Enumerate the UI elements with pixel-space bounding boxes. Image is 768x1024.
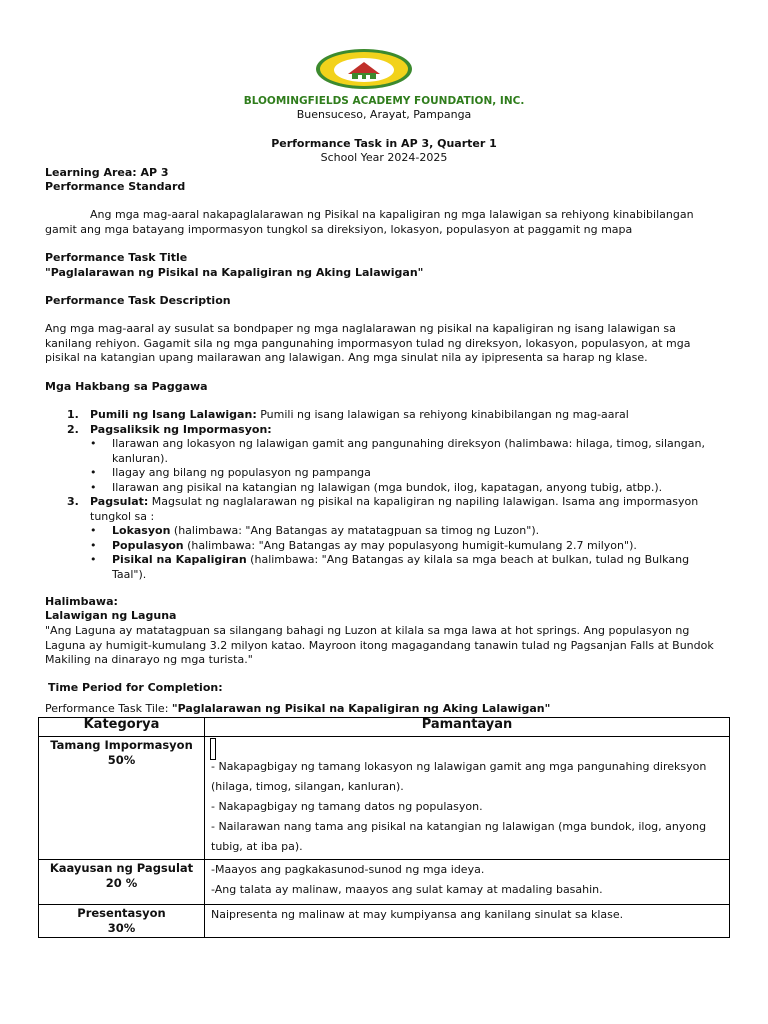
bullet-item: • Ilarawan ang pisikal na katangian ng lalawigan (mga bundok, ilog, kapatagan, anyong tubig, atbp.). bbox=[90, 480, 663, 494]
bullet-icon: • bbox=[90, 466, 97, 479]
step-text: Magsulat ng naglalarawan ng pisikal na kapaligiran ng napiling lalawigan. Isama ang impormasyon tungkol sa : bbox=[90, 495, 699, 523]
criterion-text: - Nakapagbigay ng tamang datos ng populasyon. bbox=[211, 800, 483, 813]
table-row bbox=[39, 737, 730, 860]
category-cell bbox=[39, 737, 205, 860]
bullet-item: • Ilagay ang bilang ng populasyon ng pampanga bbox=[90, 466, 371, 479]
bullet-item: • Populasyon (halimbawa: "Ang Batangas ay may populasyong humigit-kumulang 2.7 milyon"). bbox=[90, 538, 637, 552]
example-subheading: Lalawigan ng Laguna bbox=[45, 609, 177, 622]
bullet-item: • Ilarawan ang lokasyon ng lalawigan gamit ang pangunahing direksyon (halimbawa: hilaga, timog, silangan, kanluran). bbox=[90, 437, 705, 465]
step-label: Pagsulat: bbox=[90, 495, 149, 508]
category-cell bbox=[39, 860, 205, 905]
step-label: Pumili ng Isang Lalawigan: bbox=[90, 408, 257, 421]
table-header-row bbox=[39, 718, 730, 737]
rubric-caption-prefix: Performance Task Tile: bbox=[45, 702, 172, 715]
table-row bbox=[39, 860, 730, 905]
category-cell bbox=[39, 905, 205, 938]
criteria-cell bbox=[205, 860, 730, 905]
example-heading: Halimbawa: bbox=[45, 595, 118, 608]
bullet-icon: • bbox=[90, 553, 97, 566]
criterion-text: - Nailarawan nang tama ang pisikal na katangian ng lalawigan (mga bundok, ilog, anyong tubig, at iba pa). bbox=[211, 820, 707, 853]
rubric-table bbox=[38, 717, 730, 938]
bullet-icon: • bbox=[90, 538, 97, 552]
time-period-heading: Time Period for Completion: bbox=[48, 681, 223, 694]
steps-list bbox=[45, 408, 720, 582]
task-title-heading: Performance Task Title bbox=[45, 251, 188, 264]
learning-area: Learning Area: AP 3 bbox=[45, 166, 169, 179]
step-number: 3. bbox=[67, 495, 79, 508]
bullet-item: • Pisikal na Kapaligiran (halimbawa: "Ang Batangas ay kilala sa mga beach at bulkan, tulad ng Bulkang Taal"). bbox=[90, 553, 690, 581]
step-item bbox=[45, 495, 720, 524]
rubric-caption-title: "Paglalarawan ng Pisikal na Kapaligiran ng Aking Lalawigan" bbox=[171, 702, 551, 715]
criteria-cell bbox=[205, 737, 730, 860]
bullet-icon: • bbox=[90, 437, 97, 450]
bullet-icon: • bbox=[90, 480, 97, 494]
criteria-cell bbox=[205, 905, 730, 938]
step-bullets bbox=[0, 524, 720, 582]
category-name: Tamang Impormasyon bbox=[50, 738, 193, 752]
step-bullets bbox=[0, 437, 720, 495]
category-weight: 50% bbox=[107, 752, 136, 767]
category-name: Presentasyon bbox=[77, 906, 166, 920]
category-name: Kaayusan ng Pagsulat bbox=[49, 861, 194, 875]
step-label: Pagsaliksik ng Impormasyon: bbox=[90, 422, 272, 436]
category-weight: 20 % bbox=[105, 875, 138, 890]
school-logo bbox=[314, 48, 414, 90]
criterion-text: -Maayos ang pagkakasunod-sunod ng mga ideya. bbox=[211, 863, 485, 876]
step-number: 1. bbox=[67, 408, 79, 421]
steps-heading: Mga Hakbang sa Paggawa bbox=[45, 380, 208, 393]
table-row bbox=[39, 905, 730, 938]
bullet-icon: • bbox=[90, 524, 97, 537]
column-header: Pamantayan bbox=[205, 718, 730, 737]
performance-standard-heading: Performance Standard bbox=[45, 180, 186, 193]
criterion-text: Naipresenta ng malinaw at may kumpiyansa ang kanilang sinulat sa klase. bbox=[211, 908, 624, 921]
task-description: Ang mga mag-aaral ay susulat sa bondpaper ng mga naglalarawan ng pisikal na kapaligiran ng isang lalawigan sa kanilang rehiyon. Gagamit sila ng mga pangunahing impormasyon tulad ng direksyon, lokasyon, populasyon, at mga pisikal na katangian upang mailarawan ang lalawigan. Ang mga sinulat nila ay ipipresenta sa harap ng klase. bbox=[45, 322, 691, 364]
step-text: Pumili ng isang lalawigan sa rehiyong kinabibilangan ng mag-aaral bbox=[256, 408, 629, 421]
criterion-text: - Nakapagbigay ng tamang lokasyon ng lalawigan gamit ang mga pangunahing direksyon (hilaga, timog, silangan, kanluran). bbox=[211, 760, 707, 793]
example-text: "Ang Laguna ay matatagpuan sa silangang bahagi ng Luzon at kilala sa mga lawa at hot springs. Ang populasyon ng Laguna ay humigit-kumulang 3.2 milyon katao. Mayroon itong magagandang tanawin tulad ng Pagsanjan Falls at Bundok Makiling na dinarayo ng mga turista." bbox=[45, 624, 714, 666]
step-item bbox=[45, 408, 720, 423]
criterion-text: -Ang talata ay malinaw, maayos ang sulat kamay at madaling basahin. bbox=[211, 883, 603, 896]
task-title: "Paglalarawan ng Pisikal na Kapaligiran ng Aking Lalawigan" bbox=[45, 266, 424, 279]
school-name: BLOOMINGFIELDS ACADEMY FOUNDATION, INC. bbox=[243, 95, 525, 107]
bullet-item: • Lokasyon (halimbawa: "Ang Batangas ay matatagpuan sa timog ng Luzon"). bbox=[90, 524, 540, 537]
school-address: Buensuceso, Arayat, Pampanga bbox=[296, 108, 472, 121]
column-header: Kategorya bbox=[39, 718, 205, 737]
step-number: 2. bbox=[67, 422, 79, 436]
school-year: School Year 2024-2025 bbox=[320, 151, 448, 164]
category-weight: 30% bbox=[107, 921, 136, 935]
task-description-heading: Performance Task Description bbox=[45, 294, 231, 307]
document-title: Performance Task in AP 3, Quarter 1 bbox=[271, 137, 497, 150]
performance-standard-text: Ang mga mag-aaral nakapaglalarawan ng Pisikal na kapaligiran ng mga lalawigan sa rehiyong kinabibilangan gamit ang mga batayang impormasyon tungkol sa direksiyon, lokasyon, populasyon at paggamit ng mapa bbox=[45, 208, 694, 236]
step-item bbox=[45, 423, 720, 438]
rubric-caption bbox=[45, 702, 725, 717]
